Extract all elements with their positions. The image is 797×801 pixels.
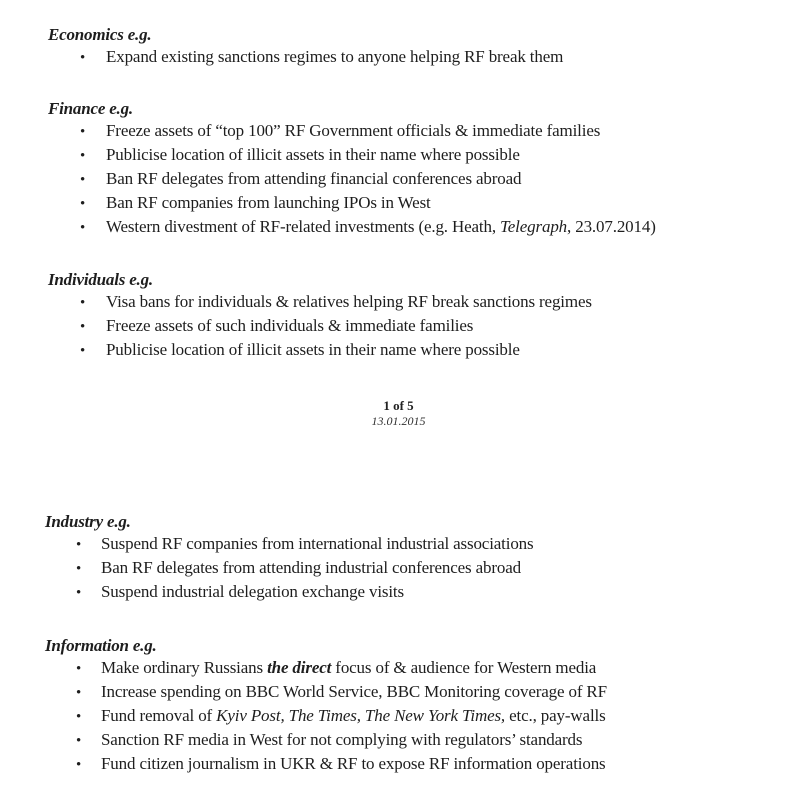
bullet-icon: • bbox=[76, 561, 82, 577]
publication-title: Telegraph bbox=[500, 217, 568, 236]
bullet-icon: • bbox=[76, 661, 82, 677]
list-item: Expand existing sanctions regimes to anyone helping RF break them bbox=[106, 47, 564, 66]
section-heading-economics: Economics e.g. bbox=[48, 25, 152, 44]
list-item: Freeze assets of such individuals & immediate families bbox=[106, 316, 474, 335]
bullet-icon: • bbox=[76, 709, 82, 725]
list-item: Make ordinary Russians the direct focus of & audience for Western media bbox=[101, 658, 597, 677]
bullet-icon: • bbox=[76, 585, 82, 601]
bullet-icon: • bbox=[80, 295, 86, 311]
list-item: Suspend RF companies from international industrial associations bbox=[101, 534, 534, 553]
bullet-icon: • bbox=[80, 319, 86, 335]
bullet-icon: • bbox=[76, 685, 82, 701]
bullet-icon: • bbox=[80, 172, 86, 188]
bullet-icon: • bbox=[80, 148, 86, 164]
list-item: Visa bans for individuals & relatives helping RF break sanctions regimes bbox=[106, 292, 592, 311]
list-item: Ban RF delegates from attending financial conferences abroad bbox=[106, 169, 522, 188]
section-heading-industry: Industry e.g. bbox=[45, 512, 131, 531]
bullet-icon: • bbox=[80, 196, 86, 212]
section-heading-individuals: Individuals e.g. bbox=[48, 270, 153, 289]
page-number: 1 of 5 bbox=[383, 398, 414, 413]
list-item: Sanction RF media in West for not complying with regulators’ standards bbox=[101, 730, 583, 749]
bullet-icon: • bbox=[80, 343, 86, 359]
list-item: Suspend industrial delegation exchange visits bbox=[101, 582, 404, 601]
emphasis-text: the direct bbox=[267, 658, 332, 677]
list-item: Publicise location of illicit assets in their name where possible bbox=[106, 340, 520, 359]
list-item: Western divestment of RF-related investments (e.g. Heath, Telegraph, 23.07.2014) bbox=[106, 217, 656, 236]
list-item: Ban RF companies from launching IPOs in West bbox=[106, 193, 431, 212]
list-item: Ban RF delegates from attending industrial conferences abroad bbox=[101, 558, 521, 577]
section-heading-information: Information e.g. bbox=[45, 636, 157, 655]
list-item: Fund removal of Kyiv Post, The Times, The New York Times, etc., pay-walls bbox=[101, 706, 606, 725]
page-date: 13.01.2015 bbox=[371, 414, 426, 428]
list-item: Publicise location of illicit assets in their name where possible bbox=[106, 145, 520, 164]
bullet-icon: • bbox=[76, 757, 82, 773]
publication-titles: Kyiv Post, The Times, The New York Times, bbox=[216, 706, 506, 725]
section-heading-finance: Finance e.g. bbox=[48, 99, 133, 118]
list-item: Fund citizen journalism in UKR & RF to expose RF information operations bbox=[101, 754, 606, 773]
bullet-icon: • bbox=[76, 733, 82, 749]
bullet-icon: • bbox=[76, 537, 82, 553]
bullet-icon: • bbox=[80, 50, 86, 66]
bullet-icon: • bbox=[80, 220, 86, 236]
bullet-icon: • bbox=[80, 124, 86, 140]
list-item: Increase spending on BBC World Service, BBC Monitoring coverage of RF bbox=[101, 682, 607, 701]
list-item: Freeze assets of “top 100” RF Government officials & immediate families bbox=[106, 121, 601, 140]
